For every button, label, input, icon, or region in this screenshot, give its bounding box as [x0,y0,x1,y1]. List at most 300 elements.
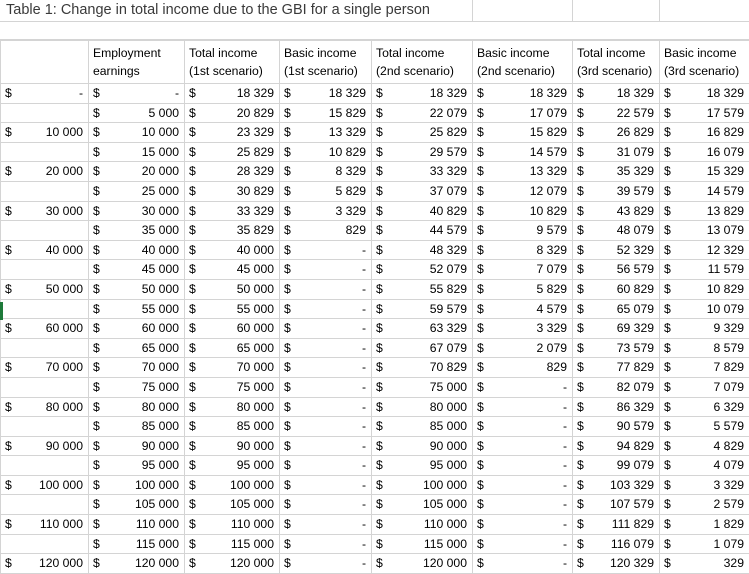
table-cell[interactable] [473,377,573,397]
table-cell[interactable] [280,456,372,476]
table-cell[interactable] [280,338,372,358]
table-cell[interactable] [573,279,660,299]
table-cell[interactable] [573,103,660,123]
table-cell[interactable] [660,123,749,143]
table-cell[interactable] [372,142,473,162]
table-cell[interactable] [372,103,473,123]
currency-symbol: $ [664,535,671,553]
table-cell[interactable] [1,417,89,437]
table-cell[interactable] [372,417,473,437]
table-cell[interactable] [573,436,660,456]
cell-value: 115 000 [424,535,467,553]
table-cell[interactable] [473,103,573,123]
table-cell[interactable] [185,436,280,456]
currency-symbol: $ [577,143,584,161]
table-cell[interactable] [573,84,660,104]
table-cell[interactable] [660,417,749,437]
table-cell[interactable] [185,260,280,280]
table-cell[interactable] [1,436,89,456]
table-cell[interactable] [573,162,660,182]
currency-symbol: $ [93,535,100,553]
currency-symbol: $ [284,182,291,200]
table-cell[interactable] [89,260,185,280]
currency-symbol: $ [664,319,671,337]
cell-value: - [362,241,366,259]
table-cell[interactable] [660,397,749,417]
table-cell[interactable] [89,515,185,535]
table-cell[interactable] [185,377,280,397]
cell-value: 12 329 [707,241,744,259]
table-cell[interactable] [89,436,185,456]
table-cell[interactable] [185,181,280,201]
table-cell[interactable] [573,181,660,201]
table-cell[interactable] [473,475,573,495]
table-cell[interactable] [1,103,89,123]
table-cell[interactable] [280,495,372,515]
cell-value: 4 579 [537,300,568,318]
table-row [1,84,749,104]
table-row [1,338,749,358]
table-cell[interactable] [89,221,185,241]
table-cell[interactable] [89,554,185,574]
table-cell[interactable] [185,456,280,476]
table-cell[interactable] [280,319,372,339]
table-cell[interactable] [372,201,473,221]
currency-symbol: $ [664,398,671,416]
table-cell[interactable] [473,279,573,299]
table-cell[interactable] [185,221,280,241]
cell-value: 13 329 [329,123,366,141]
table-cell[interactable] [1,240,89,260]
table-cell[interactable] [660,534,749,554]
table-cell[interactable] [573,417,660,437]
table-cell[interactable] [89,299,185,319]
table-cell[interactable] [573,456,660,476]
table-cell[interactable] [185,397,280,417]
table-cell[interactable] [573,495,660,515]
table-cell[interactable] [1,358,89,378]
table-cell[interactable] [280,397,372,417]
table-cell[interactable] [280,103,372,123]
currency-symbol: $ [189,378,196,396]
table-cell[interactable] [280,534,372,554]
table-cell[interactable] [372,123,473,143]
table-cell[interactable] [1,299,89,319]
cell-value: 110 000 [136,515,179,533]
table-cell[interactable] [185,319,280,339]
table-cell[interactable] [372,84,473,104]
cell-value: 40 829 [430,202,467,220]
cell-value: 10 829 [530,202,567,220]
cell-value: 13 079 [707,221,744,239]
currency-symbol: $ [189,280,196,298]
table-cell[interactable] [473,495,573,515]
table-cell[interactable] [1,260,89,280]
currency-symbol: $ [93,398,100,416]
currency-symbol: $ [577,417,584,435]
currency-symbol: $ [376,495,383,513]
table-cell[interactable] [185,358,280,378]
cell-value: 100 000 [230,476,274,494]
table-cell[interactable] [1,123,89,143]
currency-symbol: $ [664,84,671,102]
cell-value: 22 579 [617,104,654,122]
table-cell[interactable] [473,515,573,535]
table-cell[interactable] [280,240,372,260]
table-cell[interactable] [185,475,280,495]
cell-value: 29 579 [430,143,467,161]
table-cell[interactable] [473,338,573,358]
table-cell[interactable] [573,201,660,221]
currency-symbol: $ [577,456,584,474]
table-cell[interactable] [89,181,185,201]
table-cell[interactable] [280,299,372,319]
table-cell[interactable] [89,338,185,358]
table-cell[interactable] [280,475,372,495]
table-cell[interactable] [185,84,280,104]
table-cell[interactable] [660,338,749,358]
header-line: (3rd scenario) [664,62,749,80]
table-cell[interactable] [1,142,89,162]
currency-symbol: $ [664,554,671,572]
table-cell[interactable] [473,162,573,182]
table-cell[interactable] [660,221,749,241]
table-cell[interactable] [372,554,473,574]
table-cell[interactable] [280,377,372,397]
currency-symbol: $ [284,358,291,376]
table-cell[interactable] [372,240,473,260]
table-cell[interactable] [660,162,749,182]
currency-symbol: $ [376,260,383,278]
currency-symbol: $ [284,162,291,180]
table-cell[interactable] [573,397,660,417]
table-cell[interactable] [1,201,89,221]
table-cell[interactable] [1,534,89,554]
currency-symbol: $ [477,515,484,533]
table-cell[interactable] [372,279,473,299]
currency-symbol: $ [664,515,671,533]
cell-value: 50 000 [46,280,83,298]
table-cell[interactable] [473,201,573,221]
table-cell[interactable] [89,377,185,397]
cell-value: 86 329 [617,398,654,416]
table-cell[interactable] [473,123,573,143]
table-row [1,299,749,319]
table-cell[interactable] [89,495,185,515]
table-cell[interactable] [280,201,372,221]
currency-symbol: $ [93,476,100,494]
table-cell[interactable] [280,417,372,437]
cell-value: - [563,378,567,396]
table-cell[interactable] [185,240,280,260]
table-cell[interactable] [473,260,573,280]
table-cell[interactable] [1,84,89,104]
cell-value: 329 [724,554,744,572]
header-total-income-2nd[interactable] [372,41,473,84]
table-cell[interactable] [185,554,280,574]
table-cell[interactable] [372,397,473,417]
table-cell[interactable] [473,181,573,201]
table-cell[interactable] [473,358,573,378]
table-cell[interactable] [660,377,749,397]
table-cell[interactable] [372,377,473,397]
table-cell[interactable] [89,456,185,476]
cell-value: 80 000 [430,398,467,416]
cell-value: 20 829 [237,104,274,122]
table-row [1,221,749,241]
table-cell[interactable] [1,456,89,476]
cell-value: 45 000 [142,260,179,278]
currency-symbol: $ [284,221,291,239]
table-cell[interactable] [372,260,473,280]
table-cell[interactable] [89,534,185,554]
table-cell[interactable] [185,299,280,319]
currency-symbol: $ [664,339,671,357]
currency-symbol: $ [376,182,383,200]
cell-value: 67 079 [430,339,467,357]
table-cell[interactable] [280,181,372,201]
table-cell[interactable] [573,299,660,319]
table-cell[interactable] [573,260,660,280]
table-cell[interactable] [473,84,573,104]
empty-row[interactable] [0,22,749,40]
table-cell[interactable] [89,123,185,143]
table-cell[interactable] [89,240,185,260]
table-cell[interactable] [660,103,749,123]
header-line: (1st scenario) [189,62,279,80]
header-line: Total income [376,44,472,62]
cell-value: 55 000 [237,300,274,318]
table-cell[interactable] [89,84,185,104]
table-cell[interactable] [185,201,280,221]
table-cell[interactable] [573,221,660,241]
table-cell[interactable] [89,201,185,221]
table-cell[interactable] [473,456,573,476]
header-total-income-1st[interactable] [185,41,280,84]
table-cell[interactable] [1,475,89,495]
table-cell[interactable] [660,84,749,104]
header-basic-income-2nd[interactable] [473,41,573,84]
table-cell[interactable] [185,515,280,535]
table-cell[interactable] [573,123,660,143]
table-cell[interactable] [89,417,185,437]
currency-symbol: $ [376,143,383,161]
table-cell[interactable] [473,299,573,319]
table-cell[interactable] [372,221,473,241]
table-cell[interactable] [1,181,89,201]
table-cell[interactable] [185,103,280,123]
table-cell[interactable] [89,358,185,378]
table-cell[interactable] [660,319,749,339]
table-cell[interactable] [1,554,89,574]
table-cell[interactable] [1,495,89,515]
cell-value: 20 000 [46,162,83,180]
table-cell[interactable] [372,358,473,378]
table-cell[interactable] [1,221,89,241]
table-cell[interactable] [573,240,660,260]
table-cell[interactable] [280,436,372,456]
cell-value: 3 329 [336,202,367,220]
table-cell[interactable] [660,201,749,221]
header-line: (3rd scenario) [577,62,659,80]
table-cell[interactable] [280,221,372,241]
table-cell[interactable] [280,554,372,574]
table-cell[interactable] [185,279,280,299]
header-employment-earnings[interactable] [89,41,185,84]
table-cell[interactable] [1,377,89,397]
table-cell[interactable] [473,319,573,339]
currency-symbol: $ [376,162,383,180]
currency-symbol: $ [93,84,100,102]
table-cell[interactable] [473,397,573,417]
table-cell[interactable] [372,475,473,495]
table-cell[interactable] [473,417,573,437]
header-total-income-3rd[interactable] [573,41,660,84]
currency-symbol: $ [577,515,584,533]
currency-symbol: $ [189,104,196,122]
currency-symbol: $ [376,104,383,122]
cell-value: 56 579 [617,260,654,278]
table-cell[interactable] [660,142,749,162]
table-cell[interactable] [280,358,372,378]
table-title[interactable]: Table 1: Change in total income due to the GBI for a single person [6,2,430,18]
table-cell[interactable] [660,495,749,515]
table-cell[interactable] [280,84,372,104]
table-cell[interactable] [660,554,749,574]
table-cell[interactable] [280,123,372,143]
cell-value: 60 829 [617,280,654,298]
table-cell[interactable] [573,475,660,495]
table-cell[interactable] [1,397,89,417]
table-cell[interactable] [1,162,89,182]
table-row [1,515,749,535]
table-cell[interactable] [185,123,280,143]
table-cell[interactable] [573,142,660,162]
table-cell[interactable] [280,260,372,280]
table-cell[interactable] [660,279,749,299]
table-cell[interactable] [185,417,280,437]
table-cell[interactable] [372,319,473,339]
cell-value: 65 000 [237,339,274,357]
table-cell[interactable] [1,279,89,299]
table-cell[interactable] [89,319,185,339]
table-cell[interactable] [473,554,573,574]
header-line: Total income [189,44,279,62]
currency-symbol: $ [577,358,584,376]
cell-value: 85 000 [430,417,467,435]
cell-value: 100 000 [423,476,467,494]
table-cell[interactable] [89,162,185,182]
table-cell[interactable] [185,534,280,554]
table-cell[interactable] [473,142,573,162]
table-cell[interactable] [372,456,473,476]
table-cell[interactable] [1,515,89,535]
cell-value: 4 079 [714,456,745,474]
table-cell[interactable] [473,436,573,456]
table-cell[interactable] [573,338,660,358]
currency-symbol: $ [577,300,584,318]
table-cell[interactable] [372,436,473,456]
cell-value: 40 000 [46,241,83,259]
cell-value: 85 000 [142,417,179,435]
table-cell[interactable] [372,534,473,554]
cell-value: 18 329 [707,84,744,102]
cell-value: 52 329 [617,241,654,259]
table-cell[interactable] [89,475,185,495]
table-cell[interactable] [372,515,473,535]
table-cell[interactable] [280,515,372,535]
currency-symbol: $ [664,123,671,141]
table-cell[interactable] [372,181,473,201]
table-cell[interactable] [372,495,473,515]
currency-symbol: $ [664,182,671,200]
table-cell[interactable] [89,103,185,123]
currency-symbol: $ [376,123,383,141]
table-cell[interactable] [573,534,660,554]
table-cell[interactable] [573,377,660,397]
table-cell[interactable] [280,142,372,162]
table-cell[interactable] [660,181,749,201]
table-cell[interactable] [660,240,749,260]
table-cell[interactable] [89,142,185,162]
table-cell[interactable] [185,338,280,358]
table-cell[interactable] [372,299,473,319]
cell-value: 60 000 [142,319,179,337]
table-cell[interactable] [1,338,89,358]
table-cell[interactable] [573,319,660,339]
table-cell[interactable] [473,240,573,260]
table-cell[interactable] [89,397,185,417]
cell-value: - [362,495,366,513]
header-basic-income-3rd[interactable] [660,41,749,84]
table-cell[interactable] [185,162,280,182]
table-cell[interactable] [372,162,473,182]
header-basic-income-1st[interactable] [280,41,372,84]
table-cell[interactable] [372,338,473,358]
table-cell[interactable] [660,475,749,495]
table-cell[interactable] [660,515,749,535]
table-cell[interactable] [660,260,749,280]
table-cell[interactable] [660,456,749,476]
currency-symbol: $ [189,241,196,259]
table-row [1,260,749,280]
table-cell[interactable] [473,221,573,241]
cell-value: 14 579 [707,182,744,200]
currency-symbol: $ [5,398,12,416]
table-cell[interactable] [660,436,749,456]
table-cell[interactable] [573,358,660,378]
table-cell[interactable] [280,162,372,182]
table-cell[interactable] [89,279,185,299]
table-cell[interactable] [573,515,660,535]
currency-symbol: $ [664,476,671,494]
table-cell[interactable] [185,142,280,162]
cell-value: 40 000 [237,241,274,259]
table-cell[interactable] [573,554,660,574]
table-cell[interactable] [280,279,372,299]
currency-symbol: $ [93,280,100,298]
table-cell[interactable] [660,358,749,378]
table-cell[interactable] [185,495,280,515]
cell-value: - [362,319,366,337]
table-cell[interactable] [473,534,573,554]
table-cell[interactable] [660,299,749,319]
currency-symbol: $ [577,339,584,357]
currency-symbol: $ [189,515,196,533]
table-cell[interactable] [1,319,89,339]
header-blank[interactable] [1,41,89,84]
currency-symbol: $ [477,339,484,357]
